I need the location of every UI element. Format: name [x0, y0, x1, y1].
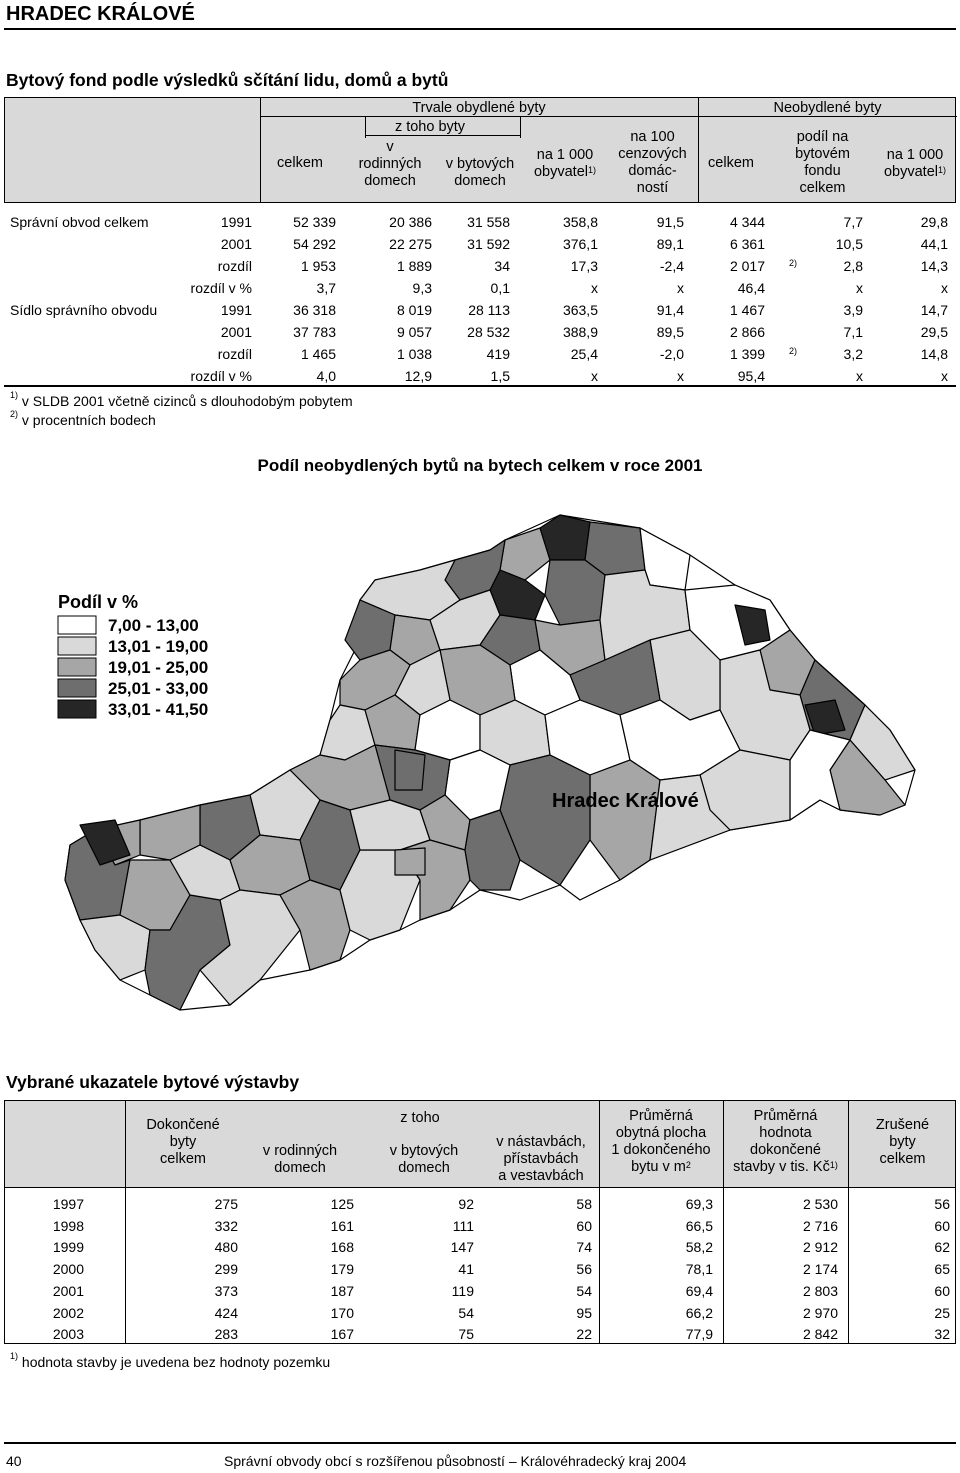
table-cell: 66,5 — [685, 1217, 713, 1234]
col-celkem: celkem — [277, 155, 323, 171]
table-cell: 77,9 — [685, 1326, 713, 1343]
table-cell: 69,3 — [685, 1196, 713, 1212]
table-cell: x — [677, 368, 684, 384]
construction-table-title: Vybrané ukazatele bytové výstavby — [6, 1072, 300, 1092]
legend-swatch — [58, 658, 96, 676]
table-cell: 74 — [576, 1239, 592, 1256]
header-rule — [4, 28, 956, 30]
row-year: 2002 — [52, 1304, 84, 1321]
table-row — [0, 1326, 960, 1348]
legend-label: 13,01 - 19,00 — [108, 637, 209, 656]
table-cell: 161 — [330, 1217, 354, 1234]
col-na-100: na 100 cenzových domác- ností — [618, 129, 687, 196]
table-cell: 119 — [451, 1282, 474, 1299]
housing-table-header — [4, 97, 956, 203]
col-podil: podíl na bytovém fondu celkem — [795, 129, 850, 196]
table-cell: 7,7 — [843, 214, 863, 230]
table-cell: 69,4 — [685, 1282, 713, 1299]
table-cell: 60 — [934, 1217, 950, 1234]
map-title: Podíl neobydlených bytů na bytech celkem v roce 2001 — [257, 456, 703, 475]
footnote-2: $^{2)}$ v procentních bodech — [10, 409, 156, 428]
table-cell: 275 — [214, 1196, 238, 1212]
table-cell: 7,1 — [843, 324, 863, 340]
table-cell: 2 970 — [802, 1304, 838, 1321]
col-plocha: Průměrná obytná plocha 1 dokončeného bytu v $m^2$ — [611, 1108, 711, 1175]
table-cell: 52 339 — [293, 214, 336, 230]
col-rodinnych: v rodinných domech — [358, 139, 422, 189]
legend-swatch — [58, 616, 96, 634]
note-mark: 2) — [789, 258, 798, 268]
table-cell: 3,2 — [843, 346, 863, 362]
table-cell: 1 465 — [300, 346, 336, 362]
table-cell: 187 — [330, 1282, 354, 1299]
table-cell: 44,1 — [920, 236, 948, 252]
table-cell: 89,1 — [656, 236, 684, 252]
col-neo-na-1000: na 1 000 obyvatel$^{1)}$ — [883, 147, 947, 180]
table-cell: 28 113 — [468, 302, 510, 318]
table-row — [0, 1196, 960, 1218]
col-hodnota: Průměrná hodnota dokončené stavby v tis. $Kč^{1)}$ — [733, 1108, 838, 1175]
table-cell: 60 — [576, 1217, 592, 1234]
legend-label: 19,01 - 25,00 — [108, 658, 209, 677]
table-cell: 36 318 — [293, 302, 336, 318]
table-cell: 4 344 — [729, 214, 765, 230]
col-z-toho: z toho byty — [394, 119, 466, 135]
footnote-1: $^{1)}$ v SLDB 2001 včetně cizinců s dlouhodobým pobytem — [10, 390, 353, 409]
footer-text: Správní obvody obcí s rozšířenou působností – Královéhradecký kraj 2004 — [224, 1453, 687, 1469]
note-mark: 2) — [789, 346, 798, 356]
table-cell: 41 — [458, 1261, 474, 1278]
col-z-toho: z toho — [400, 1110, 440, 1126]
table-cell: 4,0 — [316, 368, 336, 384]
table-cell: 31 592 — [467, 236, 510, 252]
table-row — [0, 346, 960, 367]
construction-table-header — [4, 1100, 956, 1188]
table-cell: 91,5 — [656, 214, 684, 230]
table-row — [0, 1218, 960, 1240]
row-sublabel: 1991 — [220, 302, 252, 318]
table-row — [0, 214, 960, 235]
table-cell: x — [856, 280, 863, 296]
table-cell: 89,5 — [656, 324, 684, 340]
table-cell: 111 — [452, 1217, 474, 1234]
table-cell: 58 — [576, 1196, 592, 1212]
table-cell: 22 275 — [389, 236, 432, 252]
table-cell: 170 — [330, 1304, 354, 1321]
table-cell: x — [591, 280, 598, 296]
table-cell: 92 — [458, 1196, 474, 1212]
row-year: 2000 — [52, 1261, 84, 1278]
table-cell: 78,1 — [685, 1261, 713, 1278]
col-bytovych: v bytových domech — [445, 156, 515, 189]
table-cell: 1 038 — [396, 346, 432, 362]
row-sublabel: 2001 — [220, 324, 252, 340]
page-header: HRADEC KRÁLOVÉ — [6, 3, 195, 25]
table-cell: 376,1 — [562, 236, 598, 252]
row-year: 1997 — [52, 1196, 84, 1212]
table-row — [0, 302, 960, 323]
table-cell: 6 361 — [729, 236, 765, 252]
legend-label: 25,01 - 33,00 — [108, 679, 209, 698]
legend-swatch — [58, 700, 96, 718]
row-sublabel: 1991 — [220, 214, 252, 230]
table-cell: 125 — [330, 1196, 354, 1212]
table-cell: 0,1 — [490, 280, 510, 296]
table-cell: 3,9 — [843, 302, 863, 318]
table-cell: 56 — [576, 1261, 592, 1278]
table-cell: 2 017 — [729, 258, 765, 274]
table-cell: 10,5 — [835, 236, 863, 252]
table-row — [0, 280, 960, 301]
col-na-1000: na 1 000 obyvatel$^{1)}$ — [533, 147, 597, 180]
table-cell: 91,4 — [656, 302, 684, 318]
table-cell: 363,5 — [562, 302, 598, 318]
table-cell: 17,3 — [570, 258, 598, 274]
table-cell: 2,8 — [843, 258, 863, 274]
table-cell: 54 292 — [293, 236, 336, 252]
row-year: 2001 — [52, 1282, 84, 1299]
legend-swatch — [58, 637, 96, 655]
table-row — [0, 236, 960, 257]
table-cell: x — [677, 280, 684, 296]
table-cell: 1,5 — [490, 368, 510, 384]
col-nastavby: v nástavbách, přístavbách a vestavbách — [496, 1134, 586, 1184]
table-cell: 32 — [934, 1326, 950, 1343]
table-cell: 65 — [934, 1261, 950, 1278]
table-cell: 14,8 — [920, 346, 948, 362]
col-zrusene: Zrušené byty celkem — [875, 1117, 930, 1167]
table-cell: -2,4 — [659, 258, 684, 274]
footer-rule — [4, 1442, 956, 1444]
table-cell: x — [856, 368, 863, 384]
row-label: Sídlo správního obvodu — [10, 302, 158, 318]
table-cell: 22 — [576, 1326, 592, 1343]
table-cell: 424 — [214, 1304, 238, 1321]
construction-footnote: $^{1)}$ hodnota stavby je uvedena bez hodnoty pozemku — [10, 1351, 331, 1370]
table-row — [0, 258, 960, 279]
row-sublabel: rozdíl v % — [190, 280, 252, 296]
table-cell: 28 532 — [467, 324, 510, 340]
legend-label: 7,00 - 13,00 — [108, 616, 199, 635]
table-cell: 2 716 — [802, 1217, 838, 1234]
table-cell: 29,8 — [920, 214, 948, 230]
page-number: 40 — [6, 1453, 22, 1469]
col-bytovych: v bytových domech — [389, 1143, 459, 1176]
table-cell: 1 399 — [729, 346, 765, 362]
table-cell: 62 — [934, 1239, 950, 1256]
table-cell: x — [941, 368, 948, 384]
row-sublabel: rozdíl v % — [190, 368, 252, 384]
table-cell: 56 — [934, 1196, 950, 1212]
table-cell: 168 — [330, 1239, 354, 1256]
table-cell: 332 — [214, 1217, 238, 1234]
table-cell: 147 — [450, 1239, 474, 1256]
row-sublabel: rozdíl — [217, 258, 252, 274]
row-label: Správní obvod celkem — [10, 214, 149, 230]
table-cell: 29,5 — [920, 324, 948, 340]
table-cell: 3,7 — [316, 280, 336, 296]
row-sublabel: 2001 — [220, 236, 252, 252]
col-trvale: Trvale obydlené byty — [412, 100, 546, 116]
table-cell: 9 057 — [396, 324, 432, 340]
table-cell: 95,4 — [737, 368, 765, 384]
table-cell: 37 783 — [293, 324, 336, 340]
table-cell: 8 019 — [396, 302, 432, 318]
table-cell: 25,4 — [570, 346, 598, 362]
table-row — [0, 1283, 960, 1305]
table-cell: 34 — [494, 258, 510, 274]
table-cell: 480 — [214, 1239, 238, 1256]
table-cell: 2 803 — [802, 1282, 838, 1299]
row-sublabel: rozdíl — [217, 346, 252, 362]
row-year: 2003 — [52, 1326, 84, 1343]
table-cell: 95 — [576, 1304, 592, 1321]
table-cell: 2 842 — [802, 1326, 838, 1343]
table-cell: 1 889 — [396, 258, 432, 274]
table-cell: 358,8 — [562, 214, 598, 230]
table-cell: 9,3 — [412, 280, 432, 296]
table-cell: 12,9 — [404, 368, 432, 384]
table-cell: x — [941, 280, 948, 296]
table-cell: 373 — [214, 1282, 238, 1299]
table1-bottom-rule — [4, 385, 956, 387]
table-cell: 66,2 — [685, 1304, 713, 1321]
map-legend — [58, 592, 208, 719]
legend-title: Podíl v % — [58, 592, 139, 612]
table-cell: 2 174 — [802, 1261, 838, 1278]
table-cell: 31 558 — [467, 214, 510, 230]
table-cell: 299 — [214, 1261, 238, 1278]
table-cell: 1 953 — [300, 258, 336, 274]
table-cell: 20 386 — [389, 214, 432, 230]
table-row — [0, 324, 960, 345]
table-cell: 54 — [458, 1304, 474, 1321]
table-cell: 283 — [214, 1326, 238, 1343]
table-cell: 14,7 — [920, 302, 948, 318]
col-rodinnych: v rodinných domech — [262, 1143, 338, 1176]
table-cell: -2,0 — [659, 346, 684, 362]
district-map — [0, 500, 960, 1040]
table-cell: x — [591, 368, 598, 384]
table-cell: 1 467 — [729, 302, 765, 318]
table-cell: 388,9 — [562, 324, 598, 340]
table-cell: 2 866 — [729, 324, 765, 340]
table-cell: 75 — [458, 1326, 474, 1343]
table-cell: 14,3 — [920, 258, 948, 274]
table-cell: 58,2 — [685, 1239, 713, 1256]
table-cell: 419 — [486, 346, 510, 362]
table-row — [0, 1305, 960, 1327]
table-row — [0, 1239, 960, 1261]
table-cell: 25 — [934, 1304, 950, 1321]
col-neo-celkem: celkem — [708, 155, 754, 171]
legend-label: 33,01 - 41,50 — [108, 700, 209, 719]
table-cell: 54 — [576, 1282, 592, 1299]
table-cell: 60 — [934, 1282, 950, 1299]
row-year: 1999 — [52, 1239, 84, 1256]
col-neobydlene: Neobydlené byty — [773, 100, 882, 116]
table-cell: 167 — [330, 1326, 354, 1343]
table-cell: 2 912 — [802, 1239, 838, 1256]
col-dokoncene: Dokončené byty celkem — [146, 1117, 220, 1167]
row-year: 1998 — [52, 1217, 84, 1234]
section-title: Bytový fond podle výsledků sčítání lidu, domů a bytů — [6, 70, 449, 90]
city-label: Hradec Králové — [552, 790, 699, 812]
table-row — [0, 1261, 960, 1283]
table-cell: 2 530 — [802, 1196, 838, 1212]
table-cell: 46,4 — [737, 280, 765, 296]
table-cell: 179 — [330, 1261, 354, 1278]
legend-swatch — [58, 679, 96, 697]
